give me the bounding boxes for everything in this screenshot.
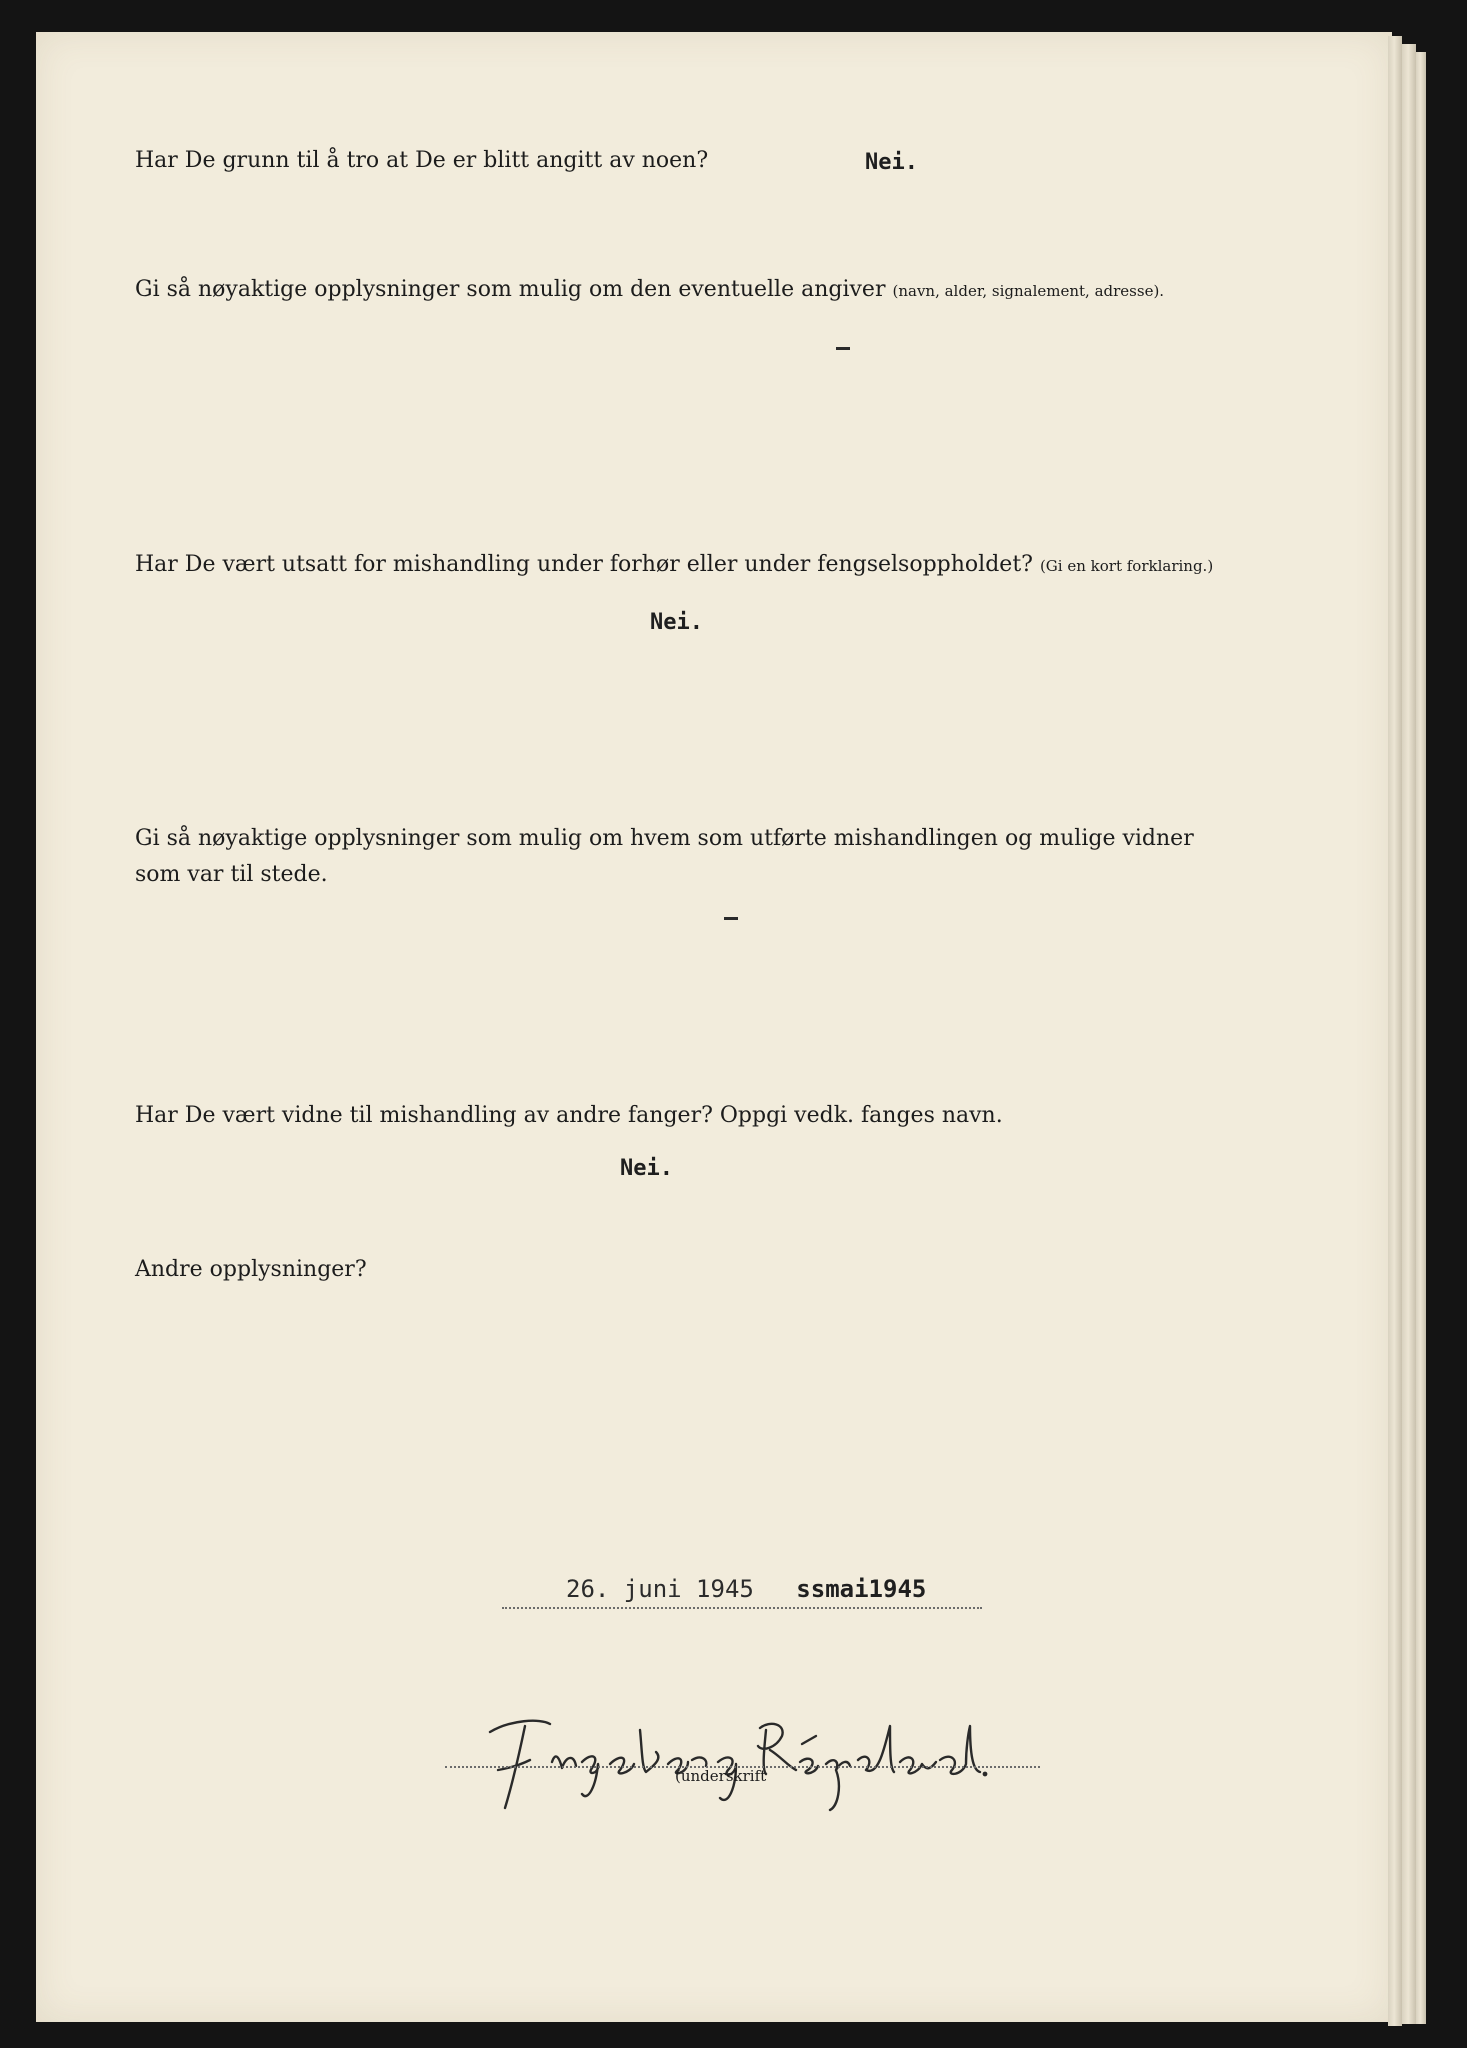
question-witness: Har De vært vidne til mishandling av andre fanger? Oppgi vedk. fanges navn. bbox=[135, 1103, 1003, 1128]
date-field bbox=[566, 1575, 926, 1603]
date-value: 26. juni 1945 bbox=[566, 1575, 754, 1603]
question-informant-note: (navn, alder, signalement, adresse). bbox=[892, 282, 1165, 300]
answer-informant-dash bbox=[836, 347, 850, 350]
question-mistreatment-text: Har De vært utsatt for mishandling under forhør eller under fengselsoppholdet? bbox=[135, 552, 1033, 577]
question-perpetrators-line2: som var til stede. bbox=[135, 862, 328, 887]
question-other-info: Andre opplysninger? bbox=[135, 1257, 367, 1282]
answer-perpetrators-dash bbox=[724, 917, 738, 920]
date-overtyped: ssmai1945 bbox=[796, 1575, 927, 1603]
answer-denounced: Nei. bbox=[865, 150, 918, 175]
question-mistreatment bbox=[135, 552, 1213, 577]
page-edge bbox=[1416, 52, 1426, 2024]
handwritten-signature bbox=[470, 1690, 990, 1820]
date-line bbox=[502, 1605, 982, 1609]
answer-mistreatment: Nei. bbox=[650, 610, 703, 635]
question-mistreatment-note: (Gi en kort forklaring.) bbox=[1039, 557, 1214, 575]
signature-label: (underskrift bbox=[675, 1767, 767, 1785]
question-denounced: Har De grunn til å tro at De er blitt angitt av noen? bbox=[135, 148, 709, 173]
question-informant bbox=[135, 277, 1164, 302]
page-edge bbox=[1388, 36, 1402, 2026]
question-informant-text: Gi så nøyaktige opplysninger som mulig om den eventuelle angiver bbox=[135, 277, 886, 302]
page-edge bbox=[1402, 44, 1416, 2024]
answer-witness: Nei. bbox=[620, 1156, 673, 1181]
question-perpetrators-line1: Gi så nøyaktige opplysninger som mulig om hvem som utførte mishandlingen og mulige vidner bbox=[135, 826, 1194, 851]
